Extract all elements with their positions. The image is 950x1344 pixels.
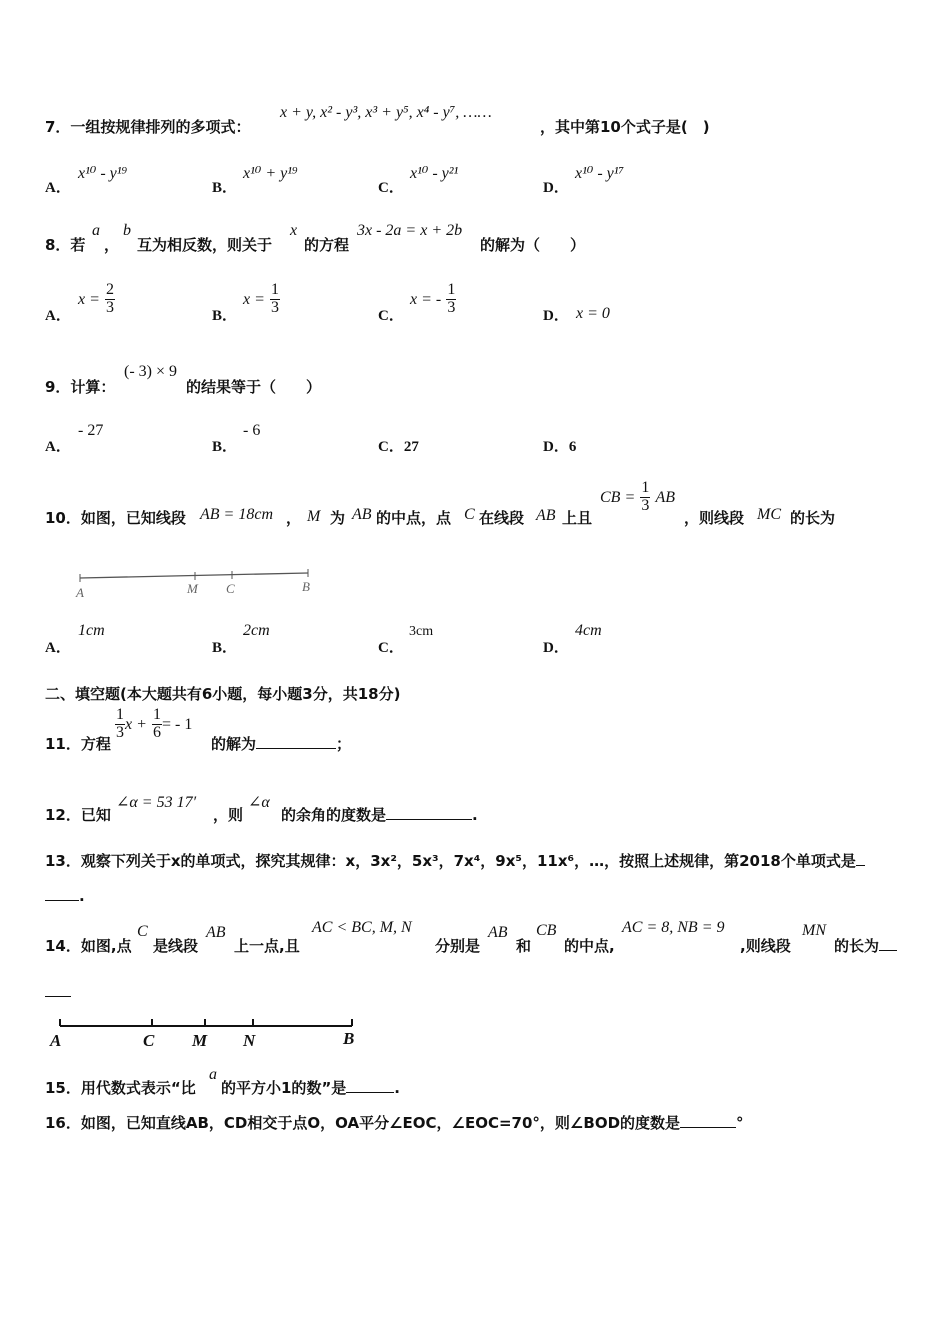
q8-option-a-lhs: x = [78, 290, 100, 308]
q11-fraction-2 [152, 707, 162, 742]
section-2-heading: 二、填空题(本大题共有6小题，每小题3分，共18分) [45, 685, 401, 703]
q15-stem-3: . [394, 1079, 400, 1097]
q7-expression: x + y, x² - y³, x³ + y⁵, x⁴ - y⁷, …… [280, 104, 492, 121]
q14-values: AC = 8, NB = 9 [622, 919, 725, 936]
q7-option-b-label: B． [212, 180, 238, 196]
q8-var-x: x [290, 222, 298, 239]
q8-var-b: b [123, 222, 131, 239]
q11-equation [115, 707, 192, 742]
q10-stem-4: 的中点，点 [376, 509, 452, 527]
q10-cb-lhs: CB = [600, 488, 636, 506]
q10-stem-2: ， [286, 509, 302, 527]
q10-label-a: A [76, 585, 84, 600]
q9-option-a-value: - 27 [78, 422, 104, 439]
q11-stem-3: ； [336, 735, 352, 753]
q14-stem-4: 分别是 [435, 937, 481, 955]
q11-mid: x + [125, 715, 147, 733]
q10-mc: MC [757, 506, 781, 523]
q9-option-d-label-text: D． [543, 439, 569, 455]
q16-degree: ° [736, 1114, 744, 1132]
q10-stem-6: 上且 [562, 509, 593, 527]
q9-option-a-label: A． [45, 439, 71, 455]
q7-stem-post: ，其中第10个式子是( ) [540, 118, 710, 136]
q9-stem-1: 9．计算： [45, 378, 116, 396]
q10-label-m: M [187, 581, 198, 596]
q8-option-d-label: D． [543, 308, 569, 324]
q16-answer-blank[interactable] [680, 1127, 736, 1128]
q9-option-c-label-text: C． [378, 439, 404, 455]
q14-cb: CB [536, 922, 557, 939]
q7-option-b-value: x¹⁰ + y¹⁹ [243, 165, 298, 182]
q10-c: C [464, 506, 475, 523]
q13-stem [45, 850, 865, 871]
q11-f2-den: 6 [153, 723, 161, 741]
q10-num: 1 [641, 479, 650, 496]
q10-option-d-value: 4cm [575, 622, 602, 639]
q8-stem-4: 的解为（ ） [480, 236, 586, 254]
q14-ab-2: AB [488, 924, 508, 941]
q7-option-d-label: D． [543, 180, 569, 196]
q11-f2-num: 1 [153, 706, 161, 723]
q9-option-b-label: B． [212, 439, 238, 455]
q15-stem-1: 15．用代数式表示“比 [45, 1079, 196, 1097]
q7-option-a-value: x¹⁰ - y¹⁹ [78, 165, 128, 182]
q7-stem-text: 7．一组按规律排列的多项式： [45, 118, 251, 136]
q14-stem-6: 的中点, [564, 937, 615, 955]
q10-stem-3: 为 [330, 509, 346, 527]
q7-stem [45, 116, 250, 137]
q14-c: C [137, 923, 148, 940]
q14-ab: AB [206, 924, 226, 941]
q10-den: 3 [641, 496, 650, 514]
q8-option-c-fraction [446, 282, 456, 317]
q8-var-a: a [92, 222, 100, 239]
q9-option-c-label [378, 435, 419, 456]
q10-cb-relation [600, 480, 675, 515]
q14-label-a: A [50, 1031, 62, 1050]
q8-option-c-lhs: x = - [410, 290, 442, 308]
q10-option-a-value: 1cm [78, 622, 105, 639]
q14-condition: AC < BC, M, N [312, 919, 412, 936]
q13-answer-blank-2[interactable] [45, 900, 79, 901]
q10-segment-line [80, 573, 308, 578]
q11-stem-2 [211, 733, 351, 754]
q13-answer-blank-1[interactable] [856, 865, 865, 866]
q12-expression: ∠α = 53 17′ [116, 794, 197, 811]
q8-option-c-value [410, 282, 456, 317]
q10-option-b-label: B． [212, 640, 238, 656]
q7-option-a-label: A． [45, 180, 71, 196]
q8-option-a-den: 3 [106, 298, 114, 316]
q16-stem [45, 1112, 744, 1133]
q13-stem-text: 13．观察下列关于x的单项式，探究其规律：x，3x²，5x³，7x⁴，9x⁵，11x⁶，…，按照上述规律，第2018个单项式是 [45, 852, 856, 870]
q10-segment-figure [70, 565, 330, 605]
q10-label-b: B [302, 579, 310, 594]
q8-option-a-fraction [105, 282, 115, 317]
q9-expression: (- 3) × 9 [124, 363, 178, 380]
q11-f1-num: 1 [116, 706, 124, 723]
q10-stem-7: ，则线段 [684, 509, 745, 527]
q10-m: M [307, 508, 321, 525]
q14-stem-8 [834, 935, 897, 956]
q9-stem-2: 的结果等于（ ） [186, 378, 322, 396]
q8-option-b-fraction [270, 282, 280, 317]
q12-stem-3-text: 的余角的度数是 [281, 806, 387, 824]
q8-option-b-value [243, 282, 280, 317]
q10-ab-2: AB [352, 506, 372, 523]
q9-option-d-label [543, 435, 576, 456]
q10-label-c: C [226, 581, 235, 596]
q13-stem-tail [45, 887, 85, 905]
q8-option-b-den: 3 [271, 298, 279, 316]
q10-option-b-value: 2cm [243, 622, 270, 639]
q14-stem-7: ,则线段 [740, 937, 791, 955]
q14-stem-1: 14．如图,点 [45, 937, 132, 955]
q8-sep: ， [104, 236, 120, 254]
q14-mn: MN [802, 922, 826, 939]
q14-stem-8-text: 的长为 [834, 937, 880, 955]
q12-stem-2: ，则 [213, 806, 244, 824]
q10-stem-8: 的长为 [790, 509, 836, 527]
q8-stem-1: 8．若 [45, 236, 86, 254]
q11-stem-2-text: 的解为 [211, 735, 257, 753]
q10-fraction [640, 480, 650, 515]
q15-stem-2-text: 的平方小1的数”是 [221, 1079, 347, 1097]
q14-label-m: M [192, 1031, 208, 1050]
q11-rhs: = - 1 [162, 715, 193, 733]
q12-stem-1: 12．已知 [45, 806, 111, 824]
q10-stem-1: 10．如图，已知线段 [45, 509, 186, 527]
q8-equation: 3x - 2a = x + 2b [357, 222, 463, 239]
q11-answer-blank[interactable] [256, 748, 336, 749]
q9-option-d-value: 6 [568, 439, 577, 455]
q12-stem-4: . [472, 806, 478, 824]
q10-option-a-label: A． [45, 640, 71, 656]
q15-stem-2 [221, 1077, 400, 1098]
q13-tail: . [79, 887, 85, 905]
q11-fraction-1 [115, 707, 125, 742]
q8-stem-3: 的方程 [304, 236, 350, 254]
q8-option-b-lhs: x = [243, 290, 265, 308]
q14-answer-blank-1[interactable] [879, 950, 897, 951]
q8-option-a-value [78, 282, 115, 317]
q8-option-a-num: 2 [106, 281, 114, 298]
q8-option-b-num: 1 [271, 281, 279, 298]
q10-stem-5: 在线段 [479, 509, 525, 527]
q10-cb-rhs: AB [655, 488, 675, 506]
q10-ab-3: AB [536, 507, 556, 524]
q14-stem-3: 上一点,且 [234, 937, 300, 955]
q8-option-c-label: C． [378, 308, 404, 324]
q14-segment-figure [45, 1014, 375, 1054]
q8-option-a-label: A． [45, 308, 71, 324]
q12-answer-blank[interactable] [386, 819, 472, 820]
q8-option-c-den: 3 [447, 298, 456, 316]
q12-alpha: ∠α [248, 794, 270, 811]
q14-label-n: N [243, 1031, 256, 1050]
q14-label-c: C [143, 1031, 155, 1050]
q7-option-c-value: x¹⁰ - y²¹ [410, 165, 459, 182]
q11-stem-1: 11．方程 [45, 735, 111, 753]
q14-stem-2: 是线段 [153, 937, 199, 955]
q12-stem-3 [281, 804, 478, 825]
q14-answer-blank-2[interactable] [45, 996, 71, 997]
q9-option-b-value: - 6 [243, 422, 261, 439]
q8-option-d-value: x = 0 [576, 305, 610, 322]
q16-stem-text: 16．如图，已知直线AB，CD相交于点O，OA平分∠EOC，∠EOC=70°，则∠BOD的度数是 [45, 1114, 681, 1132]
q11-f1-den: 3 [116, 723, 124, 741]
q14-stem-5: 和 [516, 937, 532, 955]
q14-label-b: B [343, 1029, 355, 1048]
q9-option-c-value: 27 [403, 439, 419, 455]
q15-var-a: a [209, 1066, 217, 1083]
q8-option-c-num: 1 [447, 281, 456, 298]
q10-option-c-label: C． [378, 640, 404, 656]
q15-answer-blank[interactable] [346, 1092, 394, 1093]
q7-option-c-label: C． [378, 180, 404, 196]
q7-option-d-value: x¹⁰ - y¹⁷ [575, 165, 625, 182]
q10-option-d-label: D． [543, 640, 569, 656]
q10-ab-length: AB = 18cm [200, 506, 273, 523]
q10-option-c-value: 3cm [409, 624, 434, 639]
q8-stem-2: 互为相反数，则关于 [137, 236, 273, 254]
q8-option-b-label: B． [212, 308, 238, 324]
